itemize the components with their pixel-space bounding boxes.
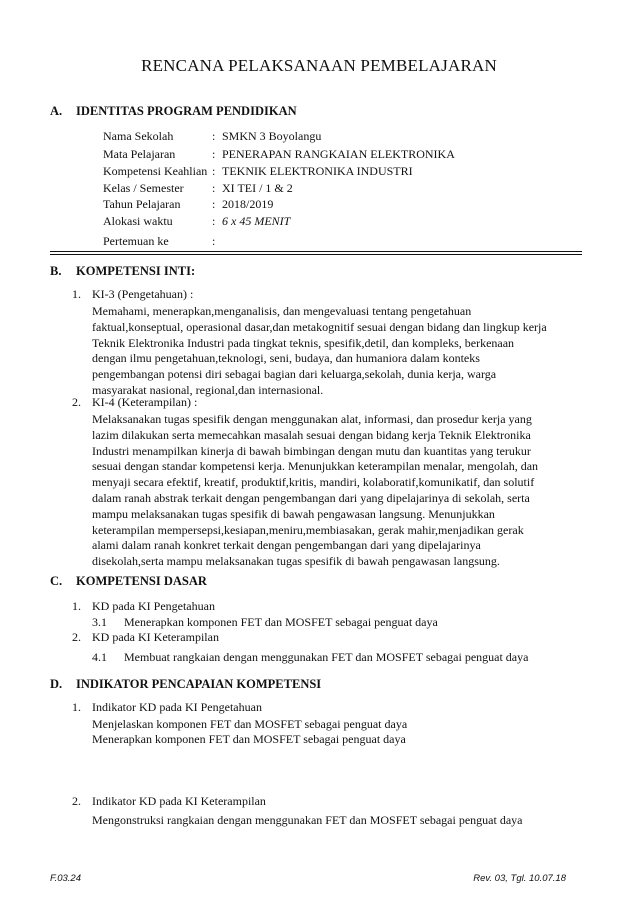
indikator-line: Mengonstruksi rangkaian dengan menggunakan FET dan MOSFET sebagai penguat daya	[92, 813, 523, 827]
identity-label: Nama Sekolah	[103, 129, 174, 143]
paragraph-line: dalam ranah abstrak terkait dengan pengembangan dari yang dipelajarinya di sekolah, serta	[92, 490, 530, 505]
section-a-heading	[50, 104, 297, 119]
ki-number: 1.	[72, 287, 81, 301]
divider-rule	[50, 254, 582, 255]
paragraph-line: faktual,konseptual, operasional dasar,dan metakognitif sesuai dengan bidang dan lingkup kerja	[92, 319, 547, 334]
kd-sub-number: 3.1	[92, 615, 107, 629]
section-d-title: INDIKATOR PENCAPAIAN KOMPETENSI	[76, 677, 322, 691]
ki-label: KI-4 (Keterampilan) :	[92, 395, 198, 409]
paragraph-line: mampu melaksanakan tugas spesifik di bawah pengawasan langsung. Menunjukkan	[92, 506, 495, 521]
kd-label: KD pada KI Pengetahuan	[92, 599, 215, 613]
paragraph-line: alami dalam ranah konkret terkait dengan pengembangan dari yang dipelajarinya	[92, 538, 481, 553]
paragraph-line: Industri menampilkan kinerja di bawah bimbingan dengan mutu dan kuantitas yang terukur	[92, 443, 531, 458]
section-c-title: KOMPETENSI DASAR	[76, 574, 207, 588]
identity-value: 2018/2019	[222, 197, 274, 211]
section-c-heading	[50, 574, 207, 589]
section-c-letter: C.	[50, 574, 63, 588]
identity-label: Kelas / Semester	[103, 181, 184, 195]
paragraph-line: disekolah,serta mampu melaksanakan tugas spesifik di bawah pengawasan langsung.	[92, 554, 500, 569]
identity-label: Mata Pelajaran	[103, 147, 176, 161]
kd-sub-number: 4.1	[92, 650, 107, 664]
identity-label: Alokasi waktu	[103, 214, 173, 228]
paragraph-line: sesuai dengan standar kompetensi kerja. Menunjukkan keterampilan menalar, mengolah, dan	[92, 459, 539, 474]
identity-value: PENERAPAN RANGKAIAN ELEKTRONIKA	[222, 147, 455, 161]
section-b-heading	[50, 264, 195, 279]
kd-number: 2.	[72, 630, 81, 644]
section-b-letter: B.	[50, 264, 62, 278]
ki-paragraph	[92, 304, 582, 399]
identity-value: SMKN 3 Boyolangu	[222, 129, 322, 143]
indikator-number: 1.	[72, 700, 81, 714]
section-a-title: IDENTITAS PROGRAM PENDIDIKAN	[76, 104, 297, 118]
paragraph-line: Melaksanakan tugas spesifik dengan menggunakan alat, informasi, dan prosedur kerja yang	[92, 412, 532, 426]
indikator-label: Indikator KD pada KI Keterampilan	[92, 794, 266, 808]
indikator-line: Menerapkan komponen FET dan MOSFET sebagai penguat daya	[92, 732, 406, 746]
paragraph-line: dengan ilmu pengetahuan,teknologi, seni, budaya, dan humaniora dalam konteks	[92, 351, 480, 366]
paragraph-line: lazim dilakukan serta memecahkan masalah sesuai dengan bidang kerja Teknik Elektronika	[92, 427, 531, 442]
section-a-letter: A.	[50, 104, 63, 118]
identity-colon: :	[212, 164, 216, 178]
identity-colon: :	[212, 197, 216, 211]
identity-value: 6 x 45 MENIT	[222, 214, 291, 228]
paragraph-line: Memahami, menerapkan,menganalisis, dan mengevaluasi tentang pengetahuan	[92, 304, 472, 318]
indikator-label: Indikator KD pada KI Pengetahuan	[92, 700, 262, 714]
ki-label: KI-3 (Pengetahuan) :	[92, 287, 194, 301]
identity-value: XI TEI / 1 & 2	[222, 181, 293, 195]
identity-colon: :	[212, 214, 216, 228]
kd-label: KD pada KI Keterampilan	[92, 630, 219, 644]
paragraph-line: keterampilan mempersepsi,kesiapan,meniru,membiasakan, gerak mahir,menjadikan gerak	[92, 522, 524, 537]
paragraph-line: menyaji secara efektif, kreatif, produktif,kritis, mandiri, kolaboratif,komunikatif, dan solutif	[92, 475, 535, 490]
paragraph-line: Teknik Elektronika Industri pada tingkat teknis, spesifik,detil, dan kompleks, berkenaan	[92, 335, 515, 350]
ki-number: 2.	[72, 395, 81, 409]
section-d-letter: D.	[50, 677, 63, 691]
indikator-line: Menjelaskan komponen FET dan MOSFET sebagai penguat daya	[92, 717, 408, 731]
section-b-title: KOMPETENSI INTI:	[76, 264, 196, 278]
identity-colon: :	[212, 181, 216, 195]
indikator-number: 2.	[72, 794, 81, 808]
paragraph-line: masyarakat nasional, regional,dan internasional.	[92, 382, 324, 397]
identity-colon: :	[212, 147, 216, 161]
paragraph-line: pengembangan potensi diri sebagai bagian dari keluarga,sekolah, dunia kerja, warga	[92, 367, 497, 382]
divider-rule	[50, 251, 582, 252]
identity-colon: :	[212, 129, 216, 143]
kd-sub-text: Membuat rangkaian dengan menggunakan FET dan MOSFET sebagai penguat daya	[124, 650, 529, 664]
kd-sub-text: Menerapkan komponen FET dan MOSFET sebagai penguat daya	[124, 615, 438, 629]
footer-revision: Rev. 03, Tgl. 10.07.18	[473, 873, 566, 884]
identity-label: Pertemuan ke	[103, 234, 169, 248]
footer-form-code: F.03.24	[50, 873, 81, 884]
kd-number: 1.	[72, 599, 81, 613]
identity-label: Kompetensi Keahlian	[103, 164, 208, 178]
identity-label: Tahun Pelajaran	[103, 197, 181, 211]
section-d-heading	[50, 677, 321, 692]
ki-paragraph	[92, 412, 582, 570]
identity-colon: :	[212, 234, 216, 248]
page-title: RENCANA PELAKSANAAN PEMBELAJARAN	[141, 56, 497, 75]
identity-value: TEKNIK ELEKTRONIKA INDUSTRI	[222, 164, 413, 178]
